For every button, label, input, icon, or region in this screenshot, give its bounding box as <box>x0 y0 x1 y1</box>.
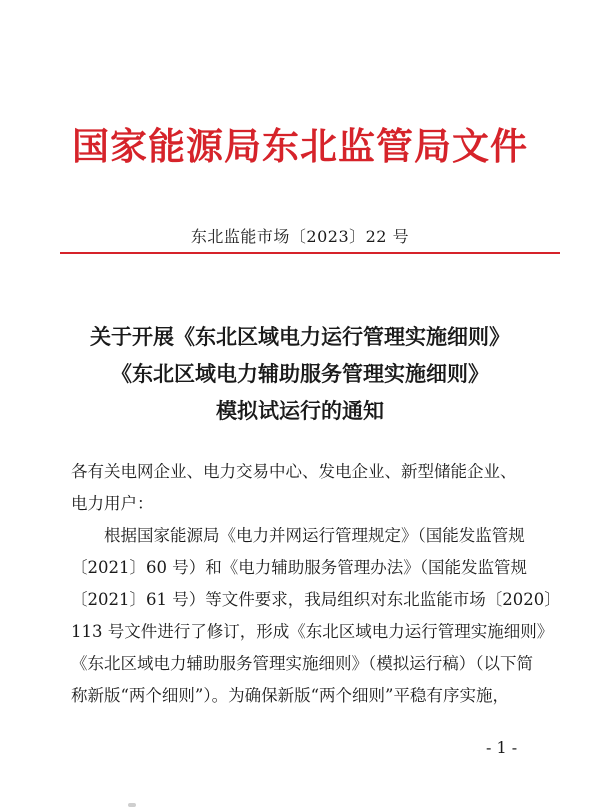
salutation-line: 电力用户： <box>71 494 154 513</box>
body-line: 〔2021〕61 号）等文件要求，我局组织对东北监能市场〔2020〕 <box>71 590 561 609</box>
title-line: 关于开展《东北区域电力运行管理实施细则》 <box>90 324 510 349</box>
salutation-line: 各有关电网企业、电力交易中心、发电企业、新型储能企业、 <box>71 462 517 481</box>
body-line: 113 号文件进行了修订，形成《东北区域电力运行管理实施细则》 <box>71 622 554 641</box>
title-line: 《东北区域电力辅助服务管理实施细则》 <box>111 361 489 386</box>
body-line: 根据国家能源局《电力并网运行管理规定》（国能发监管规 <box>104 526 525 545</box>
salutation <box>71 456 551 520</box>
title-line: 模拟试运行的通知 <box>216 398 384 423</box>
document-title <box>0 318 600 429</box>
page-number: - 1 - <box>486 738 518 757</box>
red-divider-line <box>60 252 560 254</box>
body-paragraph <box>71 520 561 712</box>
scan-artifact <box>128 803 136 807</box>
document-number: 东北监能市场〔2023〕22 号 <box>190 227 410 246</box>
body-line: 〔2021〕60 号）和《电力辅助服务管理办法》（国能发监管规 <box>71 558 527 577</box>
body-line: 称新版“两个细则”）。为确保新版“两个细则”平稳有序实施， <box>71 686 509 705</box>
body-line: 《东北区域电力辅助服务管理实施细则》（模拟运行稿）（以下简 <box>71 654 533 673</box>
issuing-authority-header: 国家能源局东北监管局文件 <box>72 124 528 168</box>
